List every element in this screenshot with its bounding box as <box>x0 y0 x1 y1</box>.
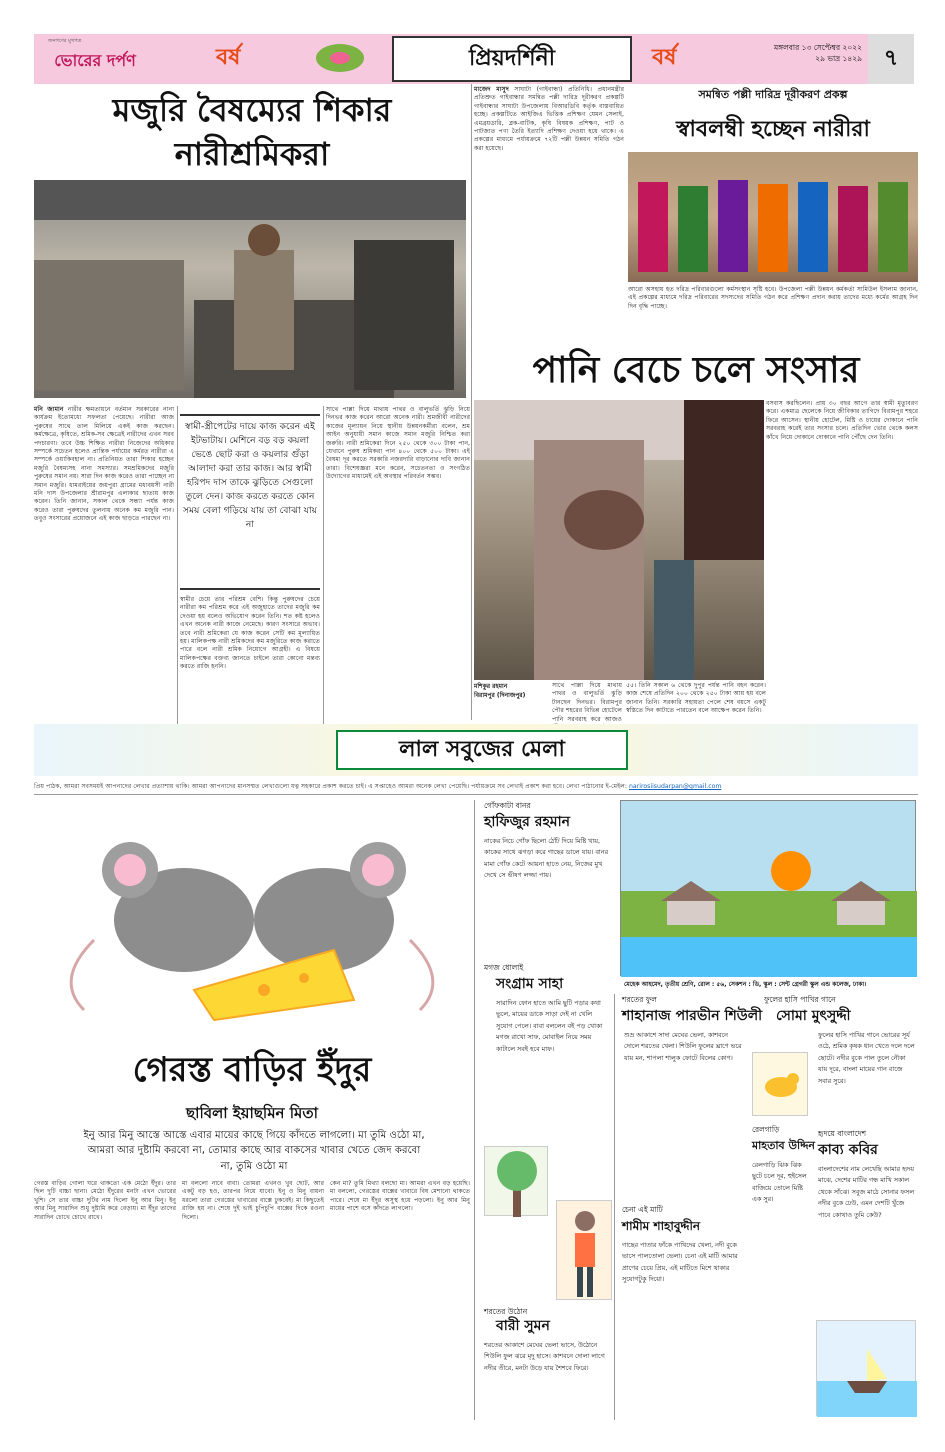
poem8-title: চেনা এই মাটি <box>622 1205 663 1214</box>
boy-illustration <box>556 1200 612 1300</box>
story1-column-1 <box>34 406 174 730</box>
boat-icon <box>817 1321 917 1417</box>
masthead-leaf-icon <box>310 38 370 78</box>
column-rule <box>323 406 324 724</box>
mouse-cheese-art <box>34 800 470 1040</box>
story1-photo <box>34 180 466 398</box>
story3-photo <box>474 400 764 680</box>
story2-banner: সমন্বিত পল্লী দারিদ্র দূরীকরণ প্রকল্প <box>698 88 848 101</box>
story3-column-3: ৫৫। তিনি সকাল ৬ থেকে দুপুর পর্যন্ত পানি বহন করেন। কাজ শেষে প্রতিদিন ২০০ থেকে ২৫০ টাকা আয় হয় বলে জানান তিনি। সরকারি সহায়তা পেলে শেষ বয়সে একটু স্বস্তিতে দিন কাটাতে পারতেন বলে আক্ষেপ করেন তিনি। <box>626 682 766 715</box>
poem5-text: বাংলাদেশের নাম লেখেছি আমার হৃদয় মাঝে, দেশের মাটির গন্ধ মাখি সকাল থেকে সাঁঝে। সবুজ মাঠে সোনার ফসল নদীর বুকে ঢেউ, এমন দেশটি খুঁজে পাবে কোথাও তুমি কেউ? <box>818 1165 915 1219</box>
band-email-link[interactable]: narirosiisudarpan@gmail.com <box>628 783 722 790</box>
poem1-author: হাফিজুর রহমান <box>484 814 570 830</box>
masthead-deco-left: বর্ষ <box>216 45 241 70</box>
story1-pull-quote: স্বামী-স্ত্রীপেটের দায়ে কাজ করেন এই ইটভাটায়। মেশিনে বড় বড় কয়লা ভেঙে ছোট করা ও কয়লার গুঁড়া আলাদা করা তার কাজ। আর স্বামী হরিপদ দাস তাকে ঝুড়িতে সেগুলো তুলে দেন। কাজ করতে করতে কোন সময় বেলা গড়িয়ে যায় তা বোঝা যায় না <box>180 414 320 590</box>
poem7-title: শরতের উঠোন <box>484 1307 528 1316</box>
page-number: ৭ <box>868 34 914 84</box>
date-bangla: ২৯ ভাদ্র ১৪২৯ <box>815 54 862 63</box>
photo-credit-name: মশিকুর রহমান <box>474 683 508 690</box>
paper-tagline: জনগণের মুখপত্র <box>48 38 82 44</box>
date-gregorian: মঙ্গলবার ১৩ সেপ্টেম্বর ২০২২ <box>774 43 862 52</box>
band-note <box>34 782 918 791</box>
story1-column-2: স্বামীর চেয়ে তার পরিশ্রম বেশি। কিন্তু পুরুষদের চেয়ে নারীরা কম পরিশ্রম করে এই অজুহাতে তাদের মজুরি কম দেওয়া হয় বলেও অভিযোগ করেন তিনি। শত কষ্ট হলেও এখন অনেক নারী কাজে নেমেছে। কারণ সংসারে অভাব। তবে নারী শ্রমিকেরা যে কাজ করেন সেটি কম মূল্যায়িত হয়। মালিকপক্ষ নারী শ্রমিকদের কম মজুরিতে কাজ করাতে পারে বলে নারী শ্রমিক নিয়োগে আগ্রহী। এ বিষয়ে মালিকপক্ষের বক্তব্য জানতে চাইলে তারা কোনো মন্তব্য করতে রাজি হননি। <box>180 596 320 671</box>
photo-credit-place: বিরামপুর (দিনাজপুর) <box>474 692 526 699</box>
story4-intro: ইনু আর মিনু আস্তে আস্তে এবার মায়ের কাছে গিয়ে কাঁদতে লাগলো। মা তুমি ওঠো মা, আমরা আর দুষ্টামি করবো না, তোমার কাছে আর বাকসের খাবার খেতে জেদ করবো না, তুমি ওঠো মা <box>83 1130 425 1172</box>
story2-column-1 <box>474 86 624 336</box>
story1-text-1: নারীর ক্ষমতায়নে বর্তমান সরকারের নানা কার্যক্রম ইতোমধ্যে সফলতা পেয়েছে। নারীরা আজ পুরুষের সাথে তাল মিলিয়ে একই কাজ করছেন। কর্মক্ষেত্রে, কৃষিতে, শ্রমিক-সব ক্ষেত্রেই নারীদের এখন সরব পদচারণা। তবে উচ্চ শিক্ষিত নারীরা নিজেদের অধিকার সম্পর্কে সচেতন হলেও প্রান্তিক পর্যায়ের কর্মরত নারীরা এ সম্পর্কে ওয়াকিবহাল না। প্রতিনিয়ত তারা শিকার হচ্ছেন মজুরি বৈষম্যসহ নানা সমস্যার। সমশ্রমিকদের মজুরি পুরুষের সমান নয়। সারা দিন কাজ করেও তারা পাচ্ছেন না সমান মজুরি। ধামরাইয়ের জয়পুরা গ্রামের মধ্যবয়সী নারী মনি দাস উপজেলার শ্রীরামপুর এলাকার ছাতায় কাজ করেন। তিনি জানান, সকাল থেকে সন্ধ্যা পর্যন্ত কাজ করেও তারা পুরুষদের তুলনায় অনেক কম মজুরি পান। তবুও সংসারের প্রয়োজনে এই কাজ ছাড়তে পারছেন না। <box>34 406 175 523</box>
section-rule <box>34 794 918 795</box>
tree-icon <box>485 1147 549 1217</box>
story4-column-3: কেন মা? তুমি মিথ্যা বলছো মা। আমরা এখন বড় হয়েছি। মা বললো, গেরস্তের বাক্সের খাবারে বিষ মেশানো থাকতে পারে। শেষে মা ইঁদুর অসুস্থ হয়ে পড়লো। ইনু আর মিনু মায়ের পাশে বসে কাঁদতে লাগলো। <box>330 1180 470 1213</box>
mouse-illustration <box>34 800 470 1060</box>
bird-icon <box>753 1053 809 1117</box>
poem2-title: মগজ ধোলাই <box>484 963 524 972</box>
story2-text-1: সাঘাটা (গাইবান্ধা) প্রতিনিধি। প্রধানমন্ত্রীর প্রতিশ্রুত গাইবান্ধার সমন্বিত পল্লী দারিদ্র দূরীকরণ প্রকল্পটি গাইবান্ধার সাঘাটা উপজেলায় বিআরডিবি কর্তৃক বাস্তবায়িত হচ্ছে। প্রকল্পটিতে আইজিএ ভিত্তিক প্রশিক্ষণ যেমন সেলাই, এমব্রয়ডারি, ব্লক-বাটিক, কৃষি বিষয়ক প্রশিক্ষণ, পাট ও পাটজাত পণ্য তৈরি ইত্যাদি প্রশিক্ষণ দেওয়া হয়ে থাকে। এ প্রকল্পের মাধ্যমে পর্যায়ক্রমে ৭২টি পল্লী উন্নয়ন সমিতি গঠন করা হয়েছে। <box>474 86 624 152</box>
story4-headline: গেরস্ত বাড়ির ইঁদুর <box>132 1050 372 1090</box>
section-title: প্রিয়দর্শিনী <box>392 36 632 82</box>
masthead-deco-right: বর্ষ <box>652 45 677 70</box>
poem4-title: ফুলের হাসি পাখির গানে <box>764 995 836 1004</box>
band-note-text: প্রিয় পাঠক, আমরা সবসময়ই আপনাদের লেখার প্রত্যাশায় থাকি। আমরা আপনাদের মানসম্মত লেখাগুলো যত্ন সহকারে প্রকাশ করতে চাই। এ সপ্তাহেও আমরা অনেক লেখা পেয়েছি। পর্যায়ক্রমে সব লেখাই প্রকাশ করা হবে। লেখা পাঠানোর ই-মেইল: <box>34 783 627 790</box>
story3-headline: পানি বেচে চলে সংসার <box>532 350 860 391</box>
column-rule <box>177 406 178 724</box>
story1-headline-line2: নারীশ্রমিকরা <box>174 135 330 173</box>
column-rule <box>614 994 615 1420</box>
poem2-text: সারাদিন ফোন হাতে আমি ছুটি পড়ার কথা ভুলে, মায়ের ডাকে সাড়া দেই না খেলি সুযোগ পেলে। বাবা বললেন বই পড় খোকা মগজ রাখো সাফ, মোবাইল নিয়ে সময় কাটালে সবই হবে মাফ। <box>496 999 603 1053</box>
story4-author: ছাবিলা ইয়াছমিন মিতা <box>186 1104 318 1122</box>
issue-date <box>752 42 862 64</box>
tree-illustration <box>484 1146 548 1216</box>
story3-column-1: বসবাস করছিলেন। প্রায় ৩০ বছর আগে তার স্বামী মৃত্যুবরণ করে। একমাত্র ছেলেকে নিয়ে জীবিকার তাগিদে বিরামপুর শহরে ফিরে আসেন। স্থানীয় হোটেল, মিষ্টি ও চায়ের দোকানে পানি সরবরাহ করেই তার সংসার চলে। প্রতিদিন ভোর থেকে কলস কাঁখে নিয়ে দোকানে দোকানে পানি পৌঁছে দেন তিনি। <box>766 400 918 441</box>
story2-headline: স্বাবলম্বী হচ্ছেন নারীরা <box>676 117 870 142</box>
bird-illustration <box>752 1052 808 1116</box>
boy-icon <box>557 1201 613 1301</box>
drawing-art <box>621 801 917 977</box>
band-title: লাল সবুজের মেলা <box>336 730 628 770</box>
poem4-text: ফুলের হাসি পাখির গানে ভোরের সূর্য ওঠে, শ্রমিক কৃষক ধান খেতে দলে দলে ছোটে। নদীর বুকে পাল তুলে নৌকা যায় দূরে, বাংলা মায়ের গান বাজে সবার সুরে। <box>818 1031 915 1085</box>
story2-byline: মাজেদ মাসুদ <box>474 86 509 93</box>
poem6-title: রেলগাড়ি <box>752 1125 780 1134</box>
story2-column-2: আরো অসহায় হত দরিদ্র পরিবারগুলো কর্মসংস্থান সৃষ্টি হবে। উপজেলা পল্লী উন্নয়ন কর্মকর্তা সামিউল ইসলাম জানান, এই প্রকল্পের মাধ্যমে দরিদ্র পরিবারের সদস্যদের সমিতি গঠন করে প্রশিক্ষণ প্রদান করায় তাদের মধ্যে কর্মের আগ্রহ দিন দিন বৃদ্ধি পাচ্ছে। <box>628 286 918 310</box>
story3-column-2: সাথে পাল্লা দিয়ে মাথায় পাথর ও বালুভর্তি ঝুড়ি টানছেন দিনভর। বিরামপুর পৌর শহরের বিভিন্ন হোটেলে পানি সরবরাহ করে আজও <box>552 682 622 723</box>
story4-column-1: গেরস্ত বাড়ির গোলা ঘরে থাকতো এক মেঠো ইঁদুর। তার ছিল দুটি বাচ্চা ছানা। মেঠো ইঁদুরের মনটা এখন ভোরের খুশি। সে তার বাচ্চা দুটির নাম দিলো ইনু আর মিনু। ইনু আর মিনু সারাদিন শুধু দুষ্টামি করে বেড়ায়। মা ইঁদুর তাদের সারাদিন চোখে চোখে রাখে। <box>34 1180 176 1221</box>
poem8-author: শামীম শাহাবুদ্দীন <box>622 1219 701 1233</box>
story1-photo-art <box>34 180 466 398</box>
poem3-title: শরতের ফুল <box>622 995 657 1004</box>
story1-column-3: সাথে পাল্লা দিয়ে মাথায় পাথর ও বালুভর্তি ঝুড়ি নিয়ে দিনভর কাজ করেন আরো অনেক নারী। শ্রমজীবী নারীদের কাজের মূল্যায়ন নিয়ে স্থানীয় উন্নয়নকর্মীরা বলেন, শ্রম আইন অনুযায়ী সমান কাজে সমান মজুরি নিশ্চিত করা জরুরি। নারী শ্রমিকেরা দিনে ২৫০ থেকে ৩০০ টাকা পান, যেখানে পুরুষ শ্রমিকরা পান ৪০০ থেকে ৫০০ টাকা। এই বৈষম্য দূর করতে সরকারি নজরদারি বাড়ানোর দাবি জানান তারা। বিশেষজ্ঞরা মনে করেন, সচেতনতা ও সংগঠিত উদ্যোগের মাধ্যমেই এই অবস্থার পরিবর্তন সম্ভব। <box>326 406 470 481</box>
story4-column-2: মা বললো নাবে বাবা। তোমরা এখনও খুব ছোট, আর একটু বড় হও, তারপর নিয়ে যাবো। ইনু ও মিনু বায়না ধরলো তারা গেরস্তের খাবারের বাক্সে ঢুকবেই। মা কিছুতেই রাজি হয় না। শেষে দুই ভাই চুপিচুপি বাক্সের দিকে রওনা দিলো। <box>182 1180 324 1221</box>
story2-photo <box>628 152 918 282</box>
poem2-author: সংগ্রাম সাহা <box>496 976 564 992</box>
poem6-text: রেলগাড়ি ঝিক ঝিক ছুটে চলে দূর, হুইসেল বাজিয়ে তোলে মিষ্টি এক সুর। <box>752 1161 807 1204</box>
story1-headline-line1: মজুরি বৈষম্যের শিকার <box>112 91 392 129</box>
story2-photo-art <box>628 152 918 282</box>
poem5-title: হৃদয়ে বাংলাদেশ <box>818 1129 867 1138</box>
poem7-text: শরতের আকাশে মেঘের ভেলা ভাসে, উঠোনে শিউলি ফুল ঝরে মৃদু হাসে। কাশবনে দোলা লাগে নদীর তীরে, মনটা উড়ে যায় শৈশবে ফিরে। <box>484 1341 605 1372</box>
poem1-title: গোঁফকাটা বানর <box>484 801 531 810</box>
column-rule <box>474 800 475 1420</box>
poem5-author: কাব্য কবির <box>818 1142 878 1158</box>
poem8-text: গাছের পাতার ফাঁকে পাখিদের খেলা, নদী বুকে ভাসে পালতোলা ভেলা। চেনা এই মাটি আমার প্রাণের চেয়ে প্রিয়, এই মাটিতে মিশে থাকার সুযোগটুকু দিয়ো। <box>622 1241 738 1284</box>
poem1-text: নাকের নিচে গোঁফ ছিলো ঠোঁট দিয়ে মিষ্টি খায়, কাকের সাথে ঝগড়া করে গাছের ডালে যায়। বানর মামা গোঁফ কেটে আয়না হাতে নেয়, নিজের মুখ দেখে সে ভীষণ লজ্জা পায়। <box>484 837 609 880</box>
poem3-author: শাহানাজ পারভীন শিউলী <box>622 1008 763 1024</box>
story1-byline: মনি জামান <box>34 406 64 413</box>
story3-photo-art <box>474 400 764 680</box>
child-drawing <box>620 800 916 976</box>
poem6-author: মাহতাব উদ্দিন <box>752 1139 815 1152</box>
column-rule <box>471 84 472 720</box>
drawing-caption: মেহেক আহমেদ, তৃতীয় শ্রেণি, রোল : ৫৬, সেকশন : ডি, স্কুল : সেন্ট গ্রেগরী স্কুল এন্ড কলেজ, ঢাকা। <box>624 981 867 988</box>
paper-name: ভোরের দর্পণ <box>54 50 136 70</box>
poem3-text: শুভ্র আকাশে সাদা মেঘের ভেলা, কাশবনে দোলে শরতের খেলা। শিউলি ফুলের ঘ্রাণে ভরে যায় মন, শাপলা শালুক ফোটে বিলের কোণ। <box>624 1031 742 1062</box>
boat-illustration <box>816 1320 916 1416</box>
story1-headline <box>34 88 470 180</box>
poem4-author: সোমা মুৎসুদ্দী <box>776 1008 851 1024</box>
poem7-author: বারী সুমন <box>496 1318 550 1334</box>
story3-photo-credit <box>474 682 550 700</box>
